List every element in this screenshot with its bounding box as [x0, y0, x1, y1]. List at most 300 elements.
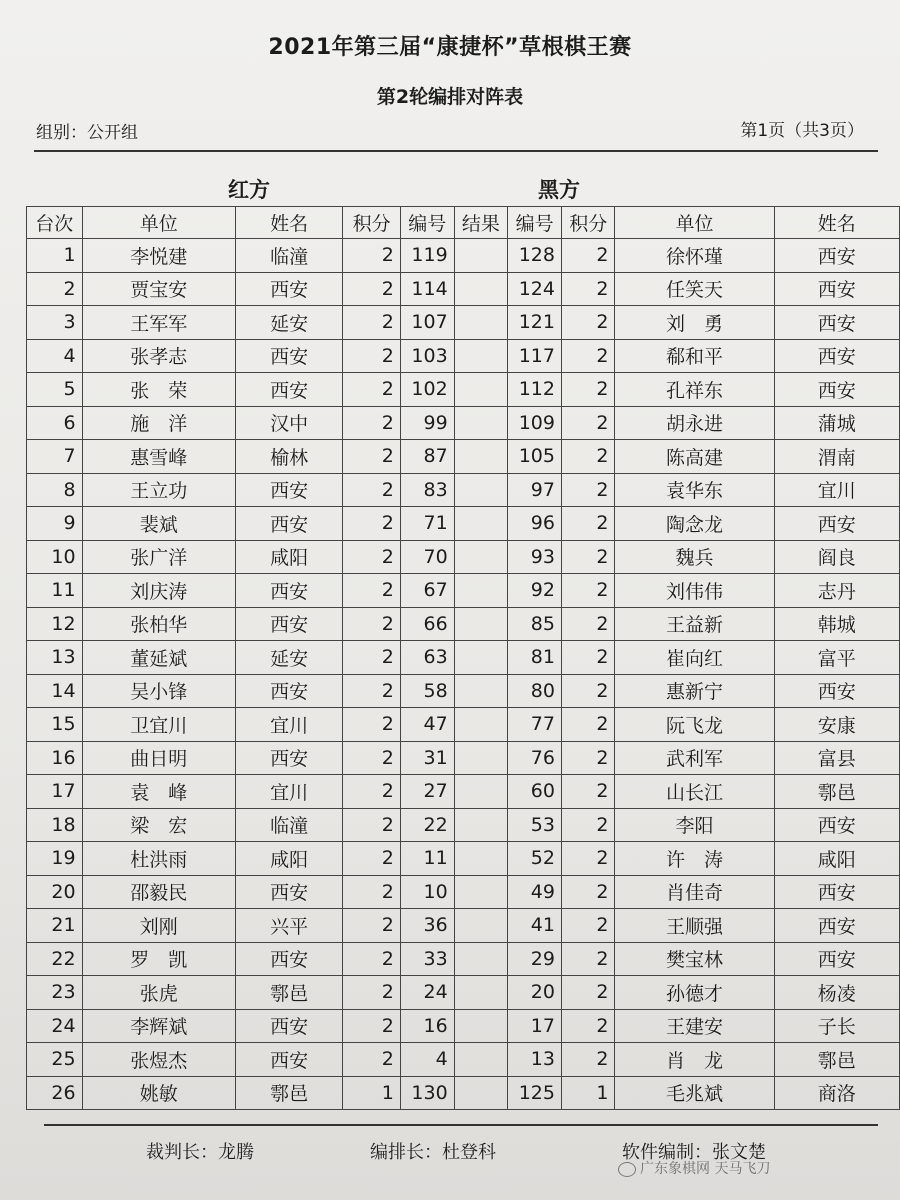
table-row [27, 741, 900, 775]
table-row [27, 808, 900, 842]
black-id-cell: 93 [508, 540, 562, 574]
black-score-cell: 2 [561, 607, 614, 641]
black-id-cell: 60 [508, 775, 562, 809]
board-number-cell: 19 [27, 842, 83, 876]
black-id-cell: 80 [508, 674, 562, 708]
table-body [27, 239, 900, 1110]
black-player-name-cell: 李阳 [615, 808, 774, 842]
red-player-name-cell: 李悦建 [82, 239, 235, 273]
black-unit-cell: 蒲城 [774, 406, 899, 440]
header-cell: 姓名 [774, 207, 899, 239]
black-id-cell: 76 [508, 741, 562, 775]
black-player-name-cell: 刘伟伟 [615, 574, 774, 608]
red-id-cell: 71 [400, 507, 454, 541]
board-number-cell: 22 [27, 942, 83, 976]
black-unit-cell: 西安 [774, 674, 899, 708]
table-row [27, 574, 900, 608]
black-unit-cell: 西安 [774, 875, 899, 909]
red-unit-cell: 西安 [235, 942, 343, 976]
red-score-cell: 2 [343, 708, 400, 742]
board-number-cell: 12 [27, 607, 83, 641]
black-id-cell: 124 [508, 272, 562, 306]
scheduler-signature: 编排长：杜登科 [370, 1142, 496, 1163]
black-player-name-cell: 王顺强 [615, 909, 774, 943]
black-player-name-cell: 王建安 [615, 1009, 774, 1043]
black-unit-cell: 西安 [774, 808, 899, 842]
table-row [27, 373, 900, 407]
black-player-name-cell: 袁华东 [615, 473, 774, 507]
red-score-cell: 2 [343, 306, 400, 340]
red-player-name-cell: 贾宝安 [82, 272, 235, 306]
red-unit-cell: 西安 [235, 1009, 343, 1043]
red-id-cell: 67 [400, 574, 454, 608]
header-cell: 单位 [82, 207, 235, 239]
result-cell [454, 339, 507, 373]
result-cell [454, 1043, 507, 1077]
red-score-cell: 2 [343, 842, 400, 876]
result-cell [454, 507, 507, 541]
red-unit-cell: 临潼 [235, 239, 343, 273]
black-unit-cell: 宜川 [774, 473, 899, 507]
black-player-name-cell: 刘 勇 [615, 306, 774, 340]
result-cell [454, 239, 507, 273]
black-player-name-cell: 惠新宁 [615, 674, 774, 708]
red-score-cell: 2 [343, 507, 400, 541]
table-row [27, 306, 900, 340]
table-row [27, 1043, 900, 1077]
table-row [27, 842, 900, 876]
document-title: 2021年第三届“康捷杯”草根棋王赛 [268, 35, 632, 60]
result-cell [454, 674, 507, 708]
table-row [27, 1009, 900, 1043]
red-id-cell: 24 [400, 976, 454, 1010]
table-row [27, 674, 900, 708]
black-unit-cell: 鄠邑 [774, 775, 899, 809]
black-player-name-cell: 陈高建 [615, 440, 774, 474]
header-cell: 编号 [400, 207, 454, 239]
red-player-name-cell: 杜洪雨 [82, 842, 235, 876]
red-id-cell: 103 [400, 339, 454, 373]
red-score-cell: 2 [343, 540, 400, 574]
red-score-cell: 2 [343, 641, 400, 675]
table-header-row [27, 207, 900, 239]
group-label: 组别：公开组 [36, 123, 138, 143]
black-player-name-cell: 阮飞龙 [615, 708, 774, 742]
result-cell [454, 842, 507, 876]
result-cell [454, 406, 507, 440]
board-number-cell: 21 [27, 909, 83, 943]
result-cell [454, 306, 507, 340]
red-score-cell: 2 [343, 473, 400, 507]
board-number-cell: 4 [27, 339, 83, 373]
red-unit-cell: 咸阳 [235, 540, 343, 574]
red-score-cell: 2 [343, 339, 400, 373]
black-score-cell: 2 [561, 942, 614, 976]
red-player-name-cell: 梁 宏 [82, 808, 235, 842]
red-player-name-cell: 裴斌 [82, 507, 235, 541]
red-id-cell: 87 [400, 440, 454, 474]
red-unit-cell: 西安 [235, 674, 343, 708]
result-cell [454, 540, 507, 574]
result-cell [454, 741, 507, 775]
board-number-cell: 23 [27, 976, 83, 1010]
red-side-label: 红方 [228, 178, 270, 202]
red-score-cell: 2 [343, 1043, 400, 1077]
table-row [27, 976, 900, 1010]
header-cell: 结果 [454, 207, 507, 239]
black-unit-cell: 西安 [774, 306, 899, 340]
red-unit-cell: 西安 [235, 473, 343, 507]
red-player-name-cell: 惠雪峰 [82, 440, 235, 474]
red-player-name-cell: 卫宜川 [82, 708, 235, 742]
referee-signature: 裁判长：龙腾 [146, 1142, 254, 1163]
header-cell: 姓名 [235, 207, 343, 239]
black-score-cell: 1 [561, 1076, 614, 1110]
black-score-cell: 2 [561, 674, 614, 708]
red-id-cell: 70 [400, 540, 454, 574]
table-row [27, 239, 900, 273]
black-player-name-cell: 樊宝林 [615, 942, 774, 976]
red-score-cell: 2 [343, 239, 400, 273]
red-id-cell: 36 [400, 909, 454, 943]
result-cell [454, 775, 507, 809]
red-id-cell: 130 [400, 1076, 454, 1110]
board-number-cell: 17 [27, 775, 83, 809]
black-player-name-cell: 任笑天 [615, 272, 774, 306]
board-number-cell: 18 [27, 808, 83, 842]
red-score-cell: 2 [343, 440, 400, 474]
table-row [27, 607, 900, 641]
board-number-cell: 8 [27, 473, 83, 507]
black-unit-cell: 鄠邑 [774, 1043, 899, 1077]
red-score-cell: 1 [343, 1076, 400, 1110]
board-number-cell: 20 [27, 875, 83, 909]
black-score-cell: 2 [561, 272, 614, 306]
board-number-cell: 15 [27, 708, 83, 742]
board-number-cell: 6 [27, 406, 83, 440]
red-player-name-cell: 邵毅民 [82, 875, 235, 909]
table-row [27, 272, 900, 306]
red-id-cell: 4 [400, 1043, 454, 1077]
red-score-cell: 2 [343, 741, 400, 775]
red-id-cell: 66 [400, 607, 454, 641]
red-unit-cell: 西安 [235, 339, 343, 373]
black-score-cell: 2 [561, 641, 614, 675]
board-number-cell: 10 [27, 540, 83, 574]
board-number-cell: 11 [27, 574, 83, 608]
black-score-cell: 2 [561, 473, 614, 507]
red-player-name-cell: 姚敏 [82, 1076, 235, 1110]
black-unit-cell: 子长 [774, 1009, 899, 1043]
board-number-cell: 13 [27, 641, 83, 675]
black-score-cell: 2 [561, 741, 614, 775]
black-id-cell: 49 [508, 875, 562, 909]
red-player-name-cell: 张煜杰 [82, 1043, 235, 1077]
board-number-cell: 9 [27, 507, 83, 541]
document-subtitle: 第2轮编排对阵表 [376, 86, 524, 108]
red-unit-cell: 延安 [235, 641, 343, 675]
red-unit-cell: 西安 [235, 373, 343, 407]
red-unit-cell: 咸阳 [235, 842, 343, 876]
red-player-name-cell: 张虎 [82, 976, 235, 1010]
header-cell: 单位 [615, 207, 774, 239]
black-id-cell: 97 [508, 473, 562, 507]
watermark [618, 1158, 770, 1178]
black-unit-cell: 西安 [774, 507, 899, 541]
table-row [27, 942, 900, 976]
black-player-name-cell: 魏兵 [615, 540, 774, 574]
black-unit-cell: 志丹 [774, 574, 899, 608]
table-row [27, 473, 900, 507]
board-number-cell: 14 [27, 674, 83, 708]
result-cell [454, 976, 507, 1010]
board-number-cell: 25 [27, 1043, 83, 1077]
table-row [27, 641, 900, 675]
red-unit-cell: 临潼 [235, 808, 343, 842]
header-cell: 积分 [343, 207, 400, 239]
black-score-cell: 2 [561, 808, 614, 842]
black-player-name-cell: 陶念龙 [615, 507, 774, 541]
header-cell: 编号 [508, 207, 562, 239]
table-row [27, 708, 900, 742]
black-player-name-cell: 许 涛 [615, 842, 774, 876]
red-score-cell: 2 [343, 373, 400, 407]
black-score-cell: 2 [561, 306, 614, 340]
software-credit: 软件编制：张文楚 [622, 1142, 766, 1163]
red-score-cell: 2 [343, 1009, 400, 1043]
red-unit-cell: 延安 [235, 306, 343, 340]
table-row [27, 406, 900, 440]
black-id-cell: 20 [508, 976, 562, 1010]
red-score-cell: 2 [343, 272, 400, 306]
result-cell [454, 473, 507, 507]
black-score-cell: 2 [561, 339, 614, 373]
red-score-cell: 2 [343, 406, 400, 440]
black-side-label: 黑方 [538, 178, 580, 202]
black-id-cell: 13 [508, 1043, 562, 1077]
red-unit-cell: 榆林 [235, 440, 343, 474]
red-player-name-cell: 王立功 [82, 473, 235, 507]
black-score-cell: 2 [561, 373, 614, 407]
result-cell [454, 1009, 507, 1043]
pairing-table [26, 206, 900, 1110]
red-score-cell: 2 [343, 775, 400, 809]
black-unit-cell: 商洛 [774, 1076, 899, 1110]
red-unit-cell: 西安 [235, 875, 343, 909]
black-unit-cell: 富平 [774, 641, 899, 675]
footer-divider [44, 1124, 878, 1126]
black-id-cell: 52 [508, 842, 562, 876]
black-player-name-cell: 肖佳奇 [615, 875, 774, 909]
black-score-cell: 2 [561, 440, 614, 474]
red-id-cell: 16 [400, 1009, 454, 1043]
black-unit-cell: 西安 [774, 373, 899, 407]
red-unit-cell: 西安 [235, 507, 343, 541]
red-player-name-cell: 王军军 [82, 306, 235, 340]
red-unit-cell: 西安 [235, 607, 343, 641]
result-cell [454, 574, 507, 608]
black-player-name-cell: 崔向红 [615, 641, 774, 675]
black-id-cell: 121 [508, 306, 562, 340]
black-score-cell: 2 [561, 875, 614, 909]
black-score-cell: 2 [561, 406, 614, 440]
black-score-cell: 2 [561, 842, 614, 876]
black-id-cell: 96 [508, 507, 562, 541]
red-score-cell: 2 [343, 942, 400, 976]
red-id-cell: 10 [400, 875, 454, 909]
red-score-cell: 2 [343, 909, 400, 943]
black-score-cell: 2 [561, 540, 614, 574]
black-unit-cell: 渭南 [774, 440, 899, 474]
black-score-cell: 2 [561, 976, 614, 1010]
table-row [27, 440, 900, 474]
red-id-cell: 47 [400, 708, 454, 742]
red-player-name-cell: 张柏华 [82, 607, 235, 641]
watermark-text: 广东象棋网 天马飞刀 [640, 1161, 771, 1177]
red-player-name-cell: 袁 峰 [82, 775, 235, 809]
black-unit-cell: 韩城 [774, 607, 899, 641]
red-player-name-cell: 张广洋 [82, 540, 235, 574]
black-id-cell: 77 [508, 708, 562, 742]
black-id-cell: 109 [508, 406, 562, 440]
red-player-name-cell: 刘庆涛 [82, 574, 235, 608]
red-unit-cell: 鄠邑 [235, 976, 343, 1010]
red-player-name-cell: 刘刚 [82, 909, 235, 943]
black-player-name-cell: 武利军 [615, 741, 774, 775]
red-score-cell: 2 [343, 607, 400, 641]
red-id-cell: 63 [400, 641, 454, 675]
red-id-cell: 11 [400, 842, 454, 876]
result-cell [454, 708, 507, 742]
board-number-cell: 1 [27, 239, 83, 273]
board-number-cell: 24 [27, 1009, 83, 1043]
red-player-name-cell: 吴小锋 [82, 674, 235, 708]
red-id-cell: 107 [400, 306, 454, 340]
red-unit-cell: 宜川 [235, 708, 343, 742]
red-unit-cell: 西安 [235, 574, 343, 608]
table-row [27, 775, 900, 809]
black-unit-cell: 西安 [774, 339, 899, 373]
board-number-cell: 7 [27, 440, 83, 474]
red-unit-cell: 兴平 [235, 909, 343, 943]
red-id-cell: 99 [400, 406, 454, 440]
red-player-name-cell: 董延斌 [82, 641, 235, 675]
black-score-cell: 2 [561, 507, 614, 541]
red-id-cell: 22 [400, 808, 454, 842]
table-row [27, 875, 900, 909]
red-score-cell: 2 [343, 976, 400, 1010]
black-score-cell: 2 [561, 239, 614, 273]
red-unit-cell: 宜川 [235, 775, 343, 809]
black-unit-cell: 西安 [774, 239, 899, 273]
red-unit-cell: 西安 [235, 741, 343, 775]
black-player-name-cell: 山长江 [615, 775, 774, 809]
board-number-cell: 5 [27, 373, 83, 407]
red-unit-cell: 汉中 [235, 406, 343, 440]
black-unit-cell: 阎良 [774, 540, 899, 574]
black-id-cell: 41 [508, 909, 562, 943]
black-score-cell: 2 [561, 708, 614, 742]
result-cell [454, 909, 507, 943]
table-row [27, 1076, 900, 1110]
table-row [27, 339, 900, 373]
red-player-name-cell: 张孝志 [82, 339, 235, 373]
black-player-name-cell: 胡永进 [615, 406, 774, 440]
black-id-cell: 17 [508, 1009, 562, 1043]
header-cell: 积分 [561, 207, 614, 239]
black-unit-cell: 西安 [774, 272, 899, 306]
black-id-cell: 112 [508, 373, 562, 407]
board-number-cell: 16 [27, 741, 83, 775]
black-player-name-cell: 郗和平 [615, 339, 774, 373]
black-id-cell: 81 [508, 641, 562, 675]
result-cell [454, 875, 507, 909]
header-divider [34, 150, 878, 152]
table-row [27, 507, 900, 541]
red-id-cell: 102 [400, 373, 454, 407]
black-id-cell: 105 [508, 440, 562, 474]
table-row [27, 540, 900, 574]
black-id-cell: 29 [508, 942, 562, 976]
red-unit-cell: 西安 [235, 1043, 343, 1077]
red-score-cell: 2 [343, 875, 400, 909]
red-unit-cell: 西安 [235, 272, 343, 306]
board-number-cell: 26 [27, 1076, 83, 1110]
result-cell [454, 373, 507, 407]
red-id-cell: 83 [400, 473, 454, 507]
black-id-cell: 128 [508, 239, 562, 273]
result-cell [454, 272, 507, 306]
red-id-cell: 58 [400, 674, 454, 708]
red-player-name-cell: 罗 凯 [82, 942, 235, 976]
black-score-cell: 2 [561, 1043, 614, 1077]
table-row [27, 909, 900, 943]
result-cell [454, 607, 507, 641]
header-cell: 台次 [27, 207, 83, 239]
red-score-cell: 2 [343, 808, 400, 842]
black-id-cell: 117 [508, 339, 562, 373]
red-player-name-cell: 张 荣 [82, 373, 235, 407]
red-id-cell: 31 [400, 741, 454, 775]
board-number-cell: 3 [27, 306, 83, 340]
black-player-name-cell: 徐怀瑾 [615, 239, 774, 273]
red-score-cell: 2 [343, 574, 400, 608]
black-score-cell: 2 [561, 574, 614, 608]
black-unit-cell: 安康 [774, 708, 899, 742]
black-score-cell: 2 [561, 1009, 614, 1043]
black-player-name-cell: 孔祥东 [615, 373, 774, 407]
black-player-name-cell: 肖 龙 [615, 1043, 774, 1077]
black-unit-cell: 西安 [774, 909, 899, 943]
red-player-name-cell: 李辉斌 [82, 1009, 235, 1043]
red-unit-cell: 鄠邑 [235, 1076, 343, 1110]
red-player-name-cell: 曲日明 [82, 741, 235, 775]
black-id-cell: 85 [508, 607, 562, 641]
black-id-cell: 53 [508, 808, 562, 842]
red-id-cell: 119 [400, 239, 454, 273]
black-unit-cell: 富县 [774, 741, 899, 775]
red-id-cell: 114 [400, 272, 454, 306]
black-player-name-cell: 孙德才 [615, 976, 774, 1010]
page-info: 第1页（共3页） [740, 121, 864, 141]
result-cell [454, 808, 507, 842]
result-cell [454, 440, 507, 474]
black-unit-cell: 杨凌 [774, 976, 899, 1010]
black-unit-cell: 西安 [774, 942, 899, 976]
red-score-cell: 2 [343, 674, 400, 708]
black-player-name-cell: 王益新 [615, 607, 774, 641]
red-player-name-cell: 施 洋 [82, 406, 235, 440]
